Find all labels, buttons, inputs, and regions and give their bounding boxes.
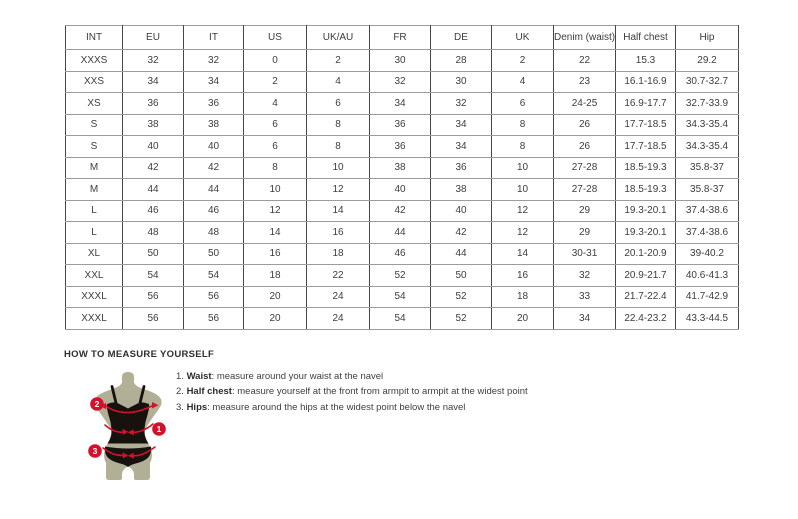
size-label-cell: S: [66, 136, 123, 158]
size-value-cell: 27-28: [554, 179, 616, 201]
size-value-cell: 40.6-41.3: [676, 265, 739, 287]
size-row: [66, 243, 739, 265]
size-value-cell: 4: [492, 71, 554, 93]
size-value-cell: 34: [370, 93, 431, 115]
size-label-cell: XXXL: [66, 286, 123, 308]
size-value-cell: 6: [307, 93, 370, 115]
size-value-cell: 19.3-20.1: [616, 222, 676, 244]
column-header: EU: [123, 26, 184, 50]
column-header: Half chest: [616, 26, 676, 50]
size-value-cell: 36: [370, 114, 431, 136]
size-value-cell: 30.7-32.7: [676, 71, 739, 93]
size-label-cell: M: [66, 179, 123, 201]
size-value-cell: 8: [492, 136, 554, 158]
marker-number-chest: 2: [94, 399, 100, 409]
size-value-cell: 0: [244, 50, 307, 72]
size-value-cell: 14: [244, 222, 307, 244]
step-number: 1.: [176, 371, 187, 382]
size-value-cell: 40: [184, 136, 244, 158]
size-value-cell: 40: [370, 179, 431, 201]
size-value-cell: 34: [431, 114, 492, 136]
size-value-cell: 12: [307, 179, 370, 201]
size-value-cell: 12: [244, 200, 307, 222]
size-value-cell: 14: [307, 200, 370, 222]
size-value-cell: 44: [370, 222, 431, 244]
measure-step: [176, 384, 528, 399]
size-value-cell: 38: [370, 157, 431, 179]
size-value-cell: 24-25: [554, 93, 616, 115]
size-value-cell: 8: [307, 136, 370, 158]
size-value-cell: 37.4-38.6: [676, 200, 739, 222]
size-value-cell: 54: [123, 265, 184, 287]
size-value-cell: 46: [184, 200, 244, 222]
size-value-cell: 29: [554, 200, 616, 222]
marker-number-waist: 1: [156, 424, 162, 434]
size-value-cell: 29.2: [676, 50, 739, 72]
size-value-cell: 8: [244, 157, 307, 179]
size-value-cell: 26: [554, 114, 616, 136]
measure-step: [176, 369, 528, 384]
size-row: [66, 286, 739, 308]
size-row: [66, 114, 739, 136]
size-value-cell: 32.7-33.9: [676, 93, 739, 115]
size-value-cell: 54: [184, 265, 244, 287]
marker-number-hips: 3: [92, 446, 98, 456]
size-value-cell: 8: [307, 114, 370, 136]
measure-step: [176, 400, 528, 415]
column-header: Denim (waist): [554, 26, 616, 50]
size-value-cell: 26: [554, 136, 616, 158]
size-value-cell: 24: [307, 286, 370, 308]
size-value-cell: 24: [307, 308, 370, 330]
size-value-cell: 39-40.2: [676, 243, 739, 265]
size-value-cell: 42: [431, 222, 492, 244]
column-header: Hip: [676, 26, 739, 50]
size-row: [66, 71, 739, 93]
step-label: Hips: [186, 401, 208, 413]
size-value-cell: 44: [184, 179, 244, 201]
measure-steps-list: [176, 369, 528, 415]
size-chart-header: [66, 26, 739, 50]
size-value-cell: 16: [492, 265, 554, 287]
size-value-cell: 42: [123, 157, 184, 179]
size-row: [66, 93, 739, 115]
size-value-cell: 37.4-38.6: [676, 222, 739, 244]
size-label-cell: XS: [66, 93, 123, 115]
size-value-cell: 48: [184, 222, 244, 244]
size-row: [66, 179, 739, 201]
size-value-cell: 32: [554, 265, 616, 287]
size-label-cell: XXXL: [66, 308, 123, 330]
size-value-cell: 18: [492, 286, 554, 308]
size-value-cell: 10: [492, 179, 554, 201]
size-label-cell: XL: [66, 243, 123, 265]
size-value-cell: 20: [244, 286, 307, 308]
size-value-cell: 12: [492, 200, 554, 222]
size-value-cell: 18.5-19.3: [616, 179, 676, 201]
size-row: [66, 265, 739, 287]
size-value-cell: 36: [370, 136, 431, 158]
size-value-cell: 44: [431, 243, 492, 265]
size-value-cell: 22.4-23.2: [616, 308, 676, 330]
size-value-cell: 52: [431, 308, 492, 330]
size-value-cell: 10: [244, 179, 307, 201]
size-row: [66, 222, 739, 244]
size-value-cell: 56: [123, 286, 184, 308]
size-value-cell: 8: [492, 114, 554, 136]
size-value-cell: 22: [554, 50, 616, 72]
column-header: INT: [66, 26, 123, 50]
measure-guide-title: HOW TO MEASURE YOURSELF: [64, 349, 215, 360]
size-value-cell: 20.1-20.9: [616, 243, 676, 265]
size-value-cell: 30: [370, 50, 431, 72]
size-value-cell: 44: [123, 179, 184, 201]
size-value-cell: 42: [370, 200, 431, 222]
size-value-cell: 38: [431, 179, 492, 201]
size-value-cell: 16.1-16.9: [616, 71, 676, 93]
size-value-cell: 10: [307, 157, 370, 179]
column-header: UK/AU: [307, 26, 370, 50]
size-value-cell: 16: [244, 243, 307, 265]
size-value-cell: 27-28: [554, 157, 616, 179]
size-value-cell: 43.3-44.5: [676, 308, 739, 330]
size-value-cell: 34: [123, 71, 184, 93]
measurement-figure-illustration: [78, 370, 178, 484]
size-value-cell: 46: [123, 200, 184, 222]
size-value-cell: 12: [492, 222, 554, 244]
size-value-cell: 10: [492, 157, 554, 179]
size-value-cell: 18: [307, 243, 370, 265]
size-value-cell: 17.7-18.5: [616, 136, 676, 158]
size-value-cell: 56: [184, 286, 244, 308]
size-row: [66, 136, 739, 158]
column-header: IT: [184, 26, 244, 50]
column-header: UK: [492, 26, 554, 50]
size-value-cell: 20: [244, 308, 307, 330]
size-value-cell: 32: [431, 93, 492, 115]
size-value-cell: 6: [244, 114, 307, 136]
size-value-cell: 18.5-19.3: [616, 157, 676, 179]
size-value-cell: 40: [431, 200, 492, 222]
size-value-cell: 15.3: [616, 50, 676, 72]
size-value-cell: 16.9-17.7: [616, 93, 676, 115]
step-number: 2.: [176, 386, 187, 398]
size-value-cell: 4: [307, 71, 370, 93]
column-header: DE: [431, 26, 492, 50]
size-value-cell: 34.3-35.4: [676, 136, 739, 158]
size-value-cell: 50: [184, 243, 244, 265]
size-value-cell: 50: [431, 265, 492, 287]
size-value-cell: 23: [554, 71, 616, 93]
size-value-cell: 34: [431, 136, 492, 158]
size-value-cell: 36: [184, 93, 244, 115]
size-value-cell: 56: [123, 308, 184, 330]
size-label-cell: XXL: [66, 265, 123, 287]
size-label-cell: S: [66, 114, 123, 136]
size-value-cell: 22: [307, 265, 370, 287]
size-value-cell: 38: [184, 114, 244, 136]
size-value-cell: 54: [370, 286, 431, 308]
size-value-cell: 6: [244, 136, 307, 158]
size-value-cell: 16: [307, 222, 370, 244]
size-chart-body: [66, 50, 739, 330]
size-value-cell: 34.3-35.4: [676, 114, 739, 136]
size-value-cell: 36: [431, 157, 492, 179]
size-value-cell: 14: [492, 243, 554, 265]
size-label-cell: XXS: [66, 71, 123, 93]
size-value-cell: 56: [184, 308, 244, 330]
step-number: 3.: [176, 401, 187, 413]
size-row: [66, 50, 739, 72]
size-label-cell: M: [66, 157, 123, 179]
size-chart-table: [65, 25, 739, 330]
size-value-cell: 34: [184, 71, 244, 93]
size-value-cell: 40: [123, 136, 184, 158]
step-label: Waist: [186, 371, 212, 382]
size-row: [66, 308, 739, 330]
size-value-cell: 17.7-18.5: [616, 114, 676, 136]
column-header: FR: [370, 26, 431, 50]
size-value-cell: 41.7-42.9: [676, 286, 739, 308]
step-text: : measure around your waist at the navel: [211, 371, 384, 382]
size-value-cell: 54: [370, 308, 431, 330]
size-value-cell: 32: [184, 50, 244, 72]
size-value-cell: 30-31: [554, 243, 616, 265]
size-value-cell: 18: [244, 265, 307, 287]
size-value-cell: 35.8-37: [676, 157, 739, 179]
size-value-cell: 20: [492, 308, 554, 330]
size-value-cell: 28: [431, 50, 492, 72]
size-value-cell: 52: [370, 265, 431, 287]
size-value-cell: 20.9-21.7: [616, 265, 676, 287]
size-value-cell: 50: [123, 243, 184, 265]
size-value-cell: 6: [492, 93, 554, 115]
size-value-cell: 4: [244, 93, 307, 115]
step-text: : measure yourself at the front from armpit to armpit at the widest point: [231, 386, 528, 398]
size-value-cell: 34: [554, 308, 616, 330]
size-value-cell: 48: [123, 222, 184, 244]
step-text: : measure around the hips at the widest point below the navel: [207, 401, 466, 413]
size-value-cell: 35.8-37: [676, 179, 739, 201]
size-row: [66, 200, 739, 222]
size-value-cell: 2: [492, 50, 554, 72]
size-value-cell: 19.3-20.1: [616, 200, 676, 222]
size-value-cell: 32: [123, 50, 184, 72]
size-value-cell: 21.7-22.4: [616, 286, 676, 308]
size-value-cell: 29: [554, 222, 616, 244]
size-label-cell: L: [66, 222, 123, 244]
size-row: [66, 157, 739, 179]
size-label-cell: XXXS: [66, 50, 123, 72]
size-value-cell: 32: [370, 71, 431, 93]
size-value-cell: 30: [431, 71, 492, 93]
size-value-cell: 33: [554, 286, 616, 308]
size-value-cell: 52: [431, 286, 492, 308]
size-value-cell: 2: [307, 50, 370, 72]
step-label: Half chest: [186, 386, 232, 398]
size-value-cell: 46: [370, 243, 431, 265]
size-label-cell: L: [66, 200, 123, 222]
size-value-cell: 42: [184, 157, 244, 179]
size-value-cell: 38: [123, 114, 184, 136]
size-value-cell: 36: [123, 93, 184, 115]
column-header: US: [244, 26, 307, 50]
size-value-cell: 2: [244, 71, 307, 93]
